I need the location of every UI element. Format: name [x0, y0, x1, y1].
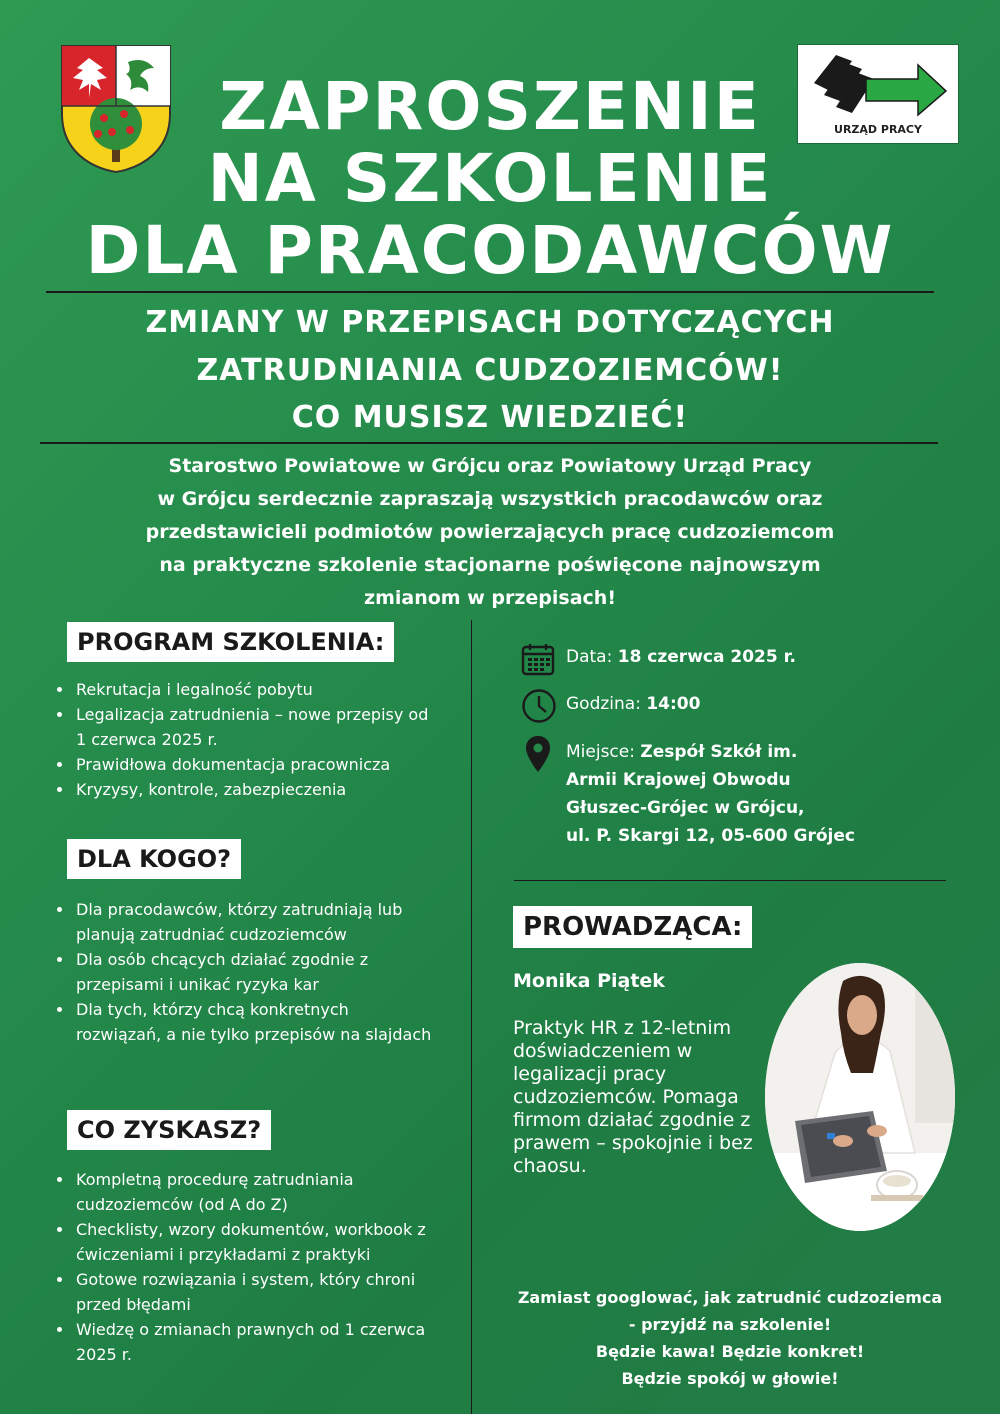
list-item: • Dla tych, którzy chcą konkretnych rozwiązań, a nie tylko przepisów na slajdach: [74, 997, 434, 1047]
place-row: [566, 738, 855, 850]
time-label: Godzina:: [566, 694, 641, 714]
list-item: • Kompletną procedurę zatrudniania cudzoziemców (od A do Z): [74, 1167, 434, 1217]
list-item: • Gotowe rozwiązania i system, który chroni przed błędami: [74, 1267, 434, 1317]
place-line-4: ul. P. Skargi 12, 05-600 Grójec: [566, 826, 855, 846]
subtitle-line-1: ZMIANY W PRZEPISACH DOTYCZĄCYCH: [145, 305, 835, 340]
subtitle-line-2: ZATRUDNIANIA CUDZOZIEMCÓW!: [196, 353, 784, 388]
closing-line-1: Zamiast googlować, jak zatrudnić cudzoziemca: [517, 1288, 943, 1307]
audience-heading: DLA KOGO?: [67, 839, 241, 879]
column-divider: [471, 620, 472, 1414]
place-line-1: Zespół Szkół im.: [640, 742, 798, 762]
intro-line-1: Starostwo Powiatowe w Grójcu oraz Powiatowy Urząd Pracy: [168, 455, 812, 477]
date-row: [566, 643, 796, 671]
title-line-3: DLA PRACODAWCÓW: [85, 212, 895, 289]
list-item: • Rekrutacja i legalność pobytu: [74, 677, 434, 702]
list-item: • Dla pracodawców, którzy zatrudniają lub planują zatrudniać cudzoziemców: [74, 897, 434, 947]
list-item: • Checklisty, wzory dokumentów, workbook z ćwiczeniami i przykładami z praktyki: [74, 1217, 434, 1267]
closing-line-3: Będzie kawa! Będzie konkret!: [595, 1342, 865, 1361]
time-row: [566, 690, 700, 718]
intro-line-4: na praktyczne szkolenie stacjonarne poświęcone najnowszym: [159, 554, 821, 576]
list-item: • Kryzysy, kontrole, zabezpieczenia: [74, 777, 434, 802]
trainer-photo-illustration: [765, 963, 955, 1231]
trainer-name: Monika Piątek: [513, 970, 665, 992]
benefits-heading: CO ZYSKASZ?: [67, 1110, 271, 1150]
divider-top: [46, 291, 934, 293]
logo-label: URZĄD PRACY: [834, 123, 922, 136]
program-list: [52, 677, 434, 802]
audience-list: [52, 897, 434, 1047]
intro-line-3: przedstawicieli podmiotów powierzających pracę cudzoziemcom: [145, 521, 835, 543]
intro-line-5: zmianom w przepisach!: [364, 587, 616, 609]
date-label: Data:: [566, 647, 613, 667]
closing-text: [490, 1284, 970, 1392]
trainer-heading: PROWADZĄCA:: [513, 906, 752, 948]
calendar-icon: [521, 642, 555, 676]
location-pin-icon: [525, 735, 551, 773]
trainer-photo: [765, 963, 955, 1231]
title-line-2: NA SZKOLENIE: [207, 140, 773, 217]
intro-text: [50, 450, 930, 615]
place-label: Miejsce:: [566, 742, 635, 762]
list-item: • Dla osób chcących działać zgodnie z przepisami i unikać ryzyka kar: [74, 947, 434, 997]
divider-right: [514, 880, 946, 881]
benefits-list: [52, 1167, 434, 1367]
closing-line-4: Będzie spokój w głowie!: [621, 1369, 839, 1388]
subtitle-line-3: CO MUSISZ WIEDZIEĆ!: [291, 400, 689, 435]
list-item: • Wiedzę o zmianach prawnych od 1 czerwca 2025 r.: [74, 1317, 434, 1367]
time-value: 14:00: [646, 694, 701, 714]
place-line-3: Głuszec-Grójec w Grójcu,: [566, 798, 805, 818]
closing-line-2: - przyjdź na szkolenie!: [628, 1315, 832, 1334]
intro-line-2: w Grójcu serdecznie zapraszają wszystkich pracodawców oraz: [157, 488, 823, 510]
place-line-2: Armii Krajowej Obwodu: [566, 770, 791, 790]
date-value: 18 czerwca 2025 r.: [617, 647, 797, 667]
list-item: • Prawidłowa dokumentacja pracownicza: [74, 752, 434, 777]
divider-mid: [40, 442, 938, 444]
clock-icon: [521, 688, 557, 724]
program-heading: PROGRAM SZKOLENIA:: [67, 622, 394, 662]
title-line-1: ZAPROSZENIE: [219, 68, 761, 145]
list-item: • Legalizacja zatrudnienia – nowe przepisy od 1 czerwca 2025 r.: [74, 702, 434, 752]
trainer-description: Praktyk HR z 12-letnim doświadczeniem w legalizacji pracy cudzoziemców. Pomaga firmom działać zgodnie z prawem – spokojnie i bez chaosu.: [513, 1017, 753, 1177]
